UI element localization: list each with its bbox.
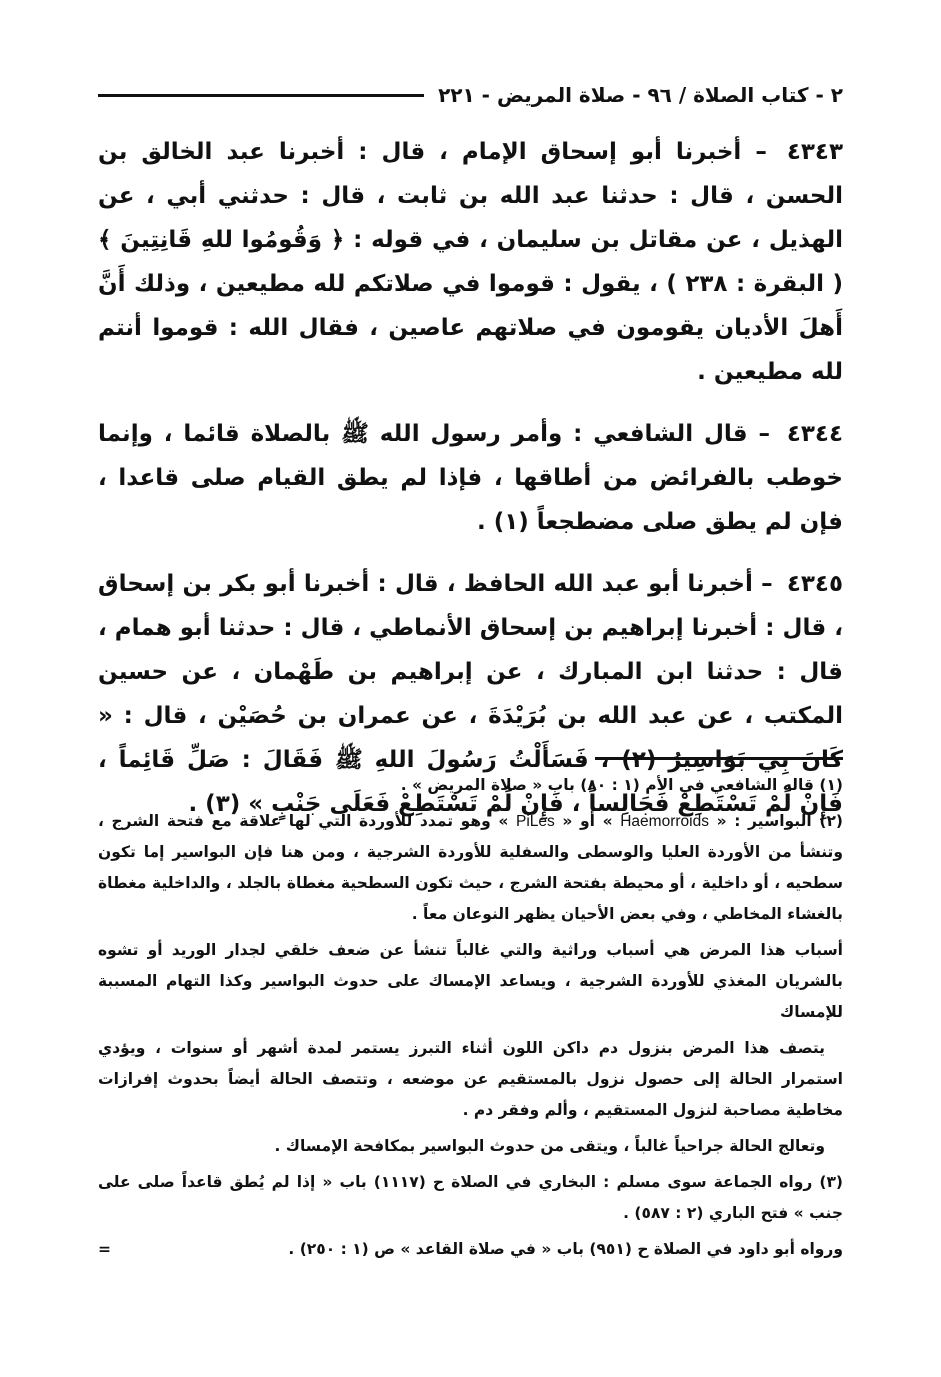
hadith-number: ٤٣٤٣ [786,139,843,165]
latin-term: Haemorroids [620,813,709,830]
footnote-3-abu-dawud: ورواه أبو داود في الصلاة ح (٩٥١) باب « في صلاة القاعد » ص (١ : ٢٥٠) . [288,1240,843,1258]
footnote-2-start: (٢) البواسير : « [716,812,843,830]
footnote-2-mid: » أو « [562,812,613,830]
footnote-2-symptoms: يتصف هذا المرض بنزول دم داكن اللون أثناء التبرز يستمر لمدة أشهر أو سنوات ، ويؤدي استمرار الحالة إلى حصول نزول بالمستقيم عن موضعه ، وتتصف الحالة أيضاً بحدوث إفرازات مخاطية مصاحبة لنزول المستقيم ، وألم وفقر دم . [98,1039,843,1119]
hadith-paragraph [98,130,843,394]
footnote-2-treatment: وتعالج الحالة جراحياً غالباً ، ويتقى من حدوث البواسير بمكافحة الإمساك . [274,1137,825,1155]
footnote-2-rest: » وهو تمدد للأوردة التي لها علاقة مع فتحة الشرج ، وتنشأ من الأوردة العليا والوسطى والسفلية للأوردة الشرجية ، ومن هنا فإن البواسير إما تكون سطحيه ، أو داخلية ، أو محيطة بفتحة الشرج ، حيث تكون السطحية مغطاة بالجلد ، والداخلية مغطاة بالغشاء المخاطي ، وفي بعض الأحيان يظهر النوعان معاً . [98,812,843,923]
footnote-separator [595,757,843,760]
hadith-text: – أخبرنا أبو إسحاق الإمام ، قال : أخبرنا عبد الخالق بن الحسن ، قال : حدثنا عبد الله بن ثابت ، قال : حدثني أبي ، عن الهذيل ، عن مقاتل بن سليمان ، في قوله : ﴿ وَقُومُوا للهِ قَانِتِينَ ﴾ ( البقرة : ٢٣٨ ) ، يقول : قوموا في صلاتكم لله مطيعين ، وذلك أَنَّ أَهلَ الأديان يقومون في صلاتهم عاصين ، فقال الله : قوموا أنتم لله مطيعين . [98,139,843,385]
latin-term: PiLes [516,813,555,830]
footnote-2 [98,806,843,930]
header-rule [98,94,424,97]
hadith-number: ٤٣٤٥ [786,571,843,597]
footnote-3: (٣) رواه الجماعة سوى مسلم : البخاري في الصلاة ح (١١١٧) باب « إذا لم يُطق قاعداً صلى على جنب » فتح الباري (٢ : ٥٨٧) . [98,1173,844,1222]
header-text: ٢ - كتاب الصلاة / ٩٦ - صلاة المريض - ٢٢١ [438,83,843,107]
hadith-text: – قال الشافعي : وأمر رسول الله ﷺ بالصلاة قائما ، وإنما خوطب بالفرائض من أطاقها ، فإذا لم يطق القيام صلى قاعدا ، فإن لم يطق صلى مضطجعاً (١) . [98,421,843,535]
continuation-mark: = [98,1240,111,1258]
main-text [98,130,843,844]
hadith-text: – أخبرنا أبو عبد الله الحافظ ، قال : أخبرنا أبو بكر بن إسحاق ، قال : أخبرنا إبراهيم بن إسحاق الأنماطي ، قال : حدثنا أبو همام ، قال : حدثنا ابن المبارك ، عن إبراهيم بن طَهْمان ، عن حسين المكتب ، عن عبد الله بن بُرَيْدَةَ ، عن عمران بن حُصَيْن ، قال : « كَانَ بِي بَوَاسِيرُ (٢) ، فَسَأَلْتُ رَسُولَ اللهِ ﷺ فَقَالَ : صَلِّ قَائِماً ، فَإِنْ لَمْ تَسْتَطِعْ فَجَالِساً ، فَإِنْ لَمْ تَسْتَطِعْ فَعَلَى جَنْبٍ » (٣) . [98,571,843,817]
footnote-3-continued [98,1234,843,1265]
footnote-1: (١) قاله الشافعي في الأم (١ : ٨٠) باب « صلاة المريض » . [400,776,843,794]
footnote-2-causes: أسباب هذا المرض هي أسباب وراثية والتي غالباً تنشأ عن ضعف خلقي لجدار الوريد أو تشوه بالشريان المغذي للأوردة الشرجية ، ويساعد الإمساك على حدوث البواسير وكذا التهام المسببة للإمساك [98,941,843,1021]
footnotes [98,770,843,1270]
hadith-paragraph [98,412,843,544]
hadith-number: ٤٣٤٤ [786,421,843,447]
running-header [98,80,843,110]
